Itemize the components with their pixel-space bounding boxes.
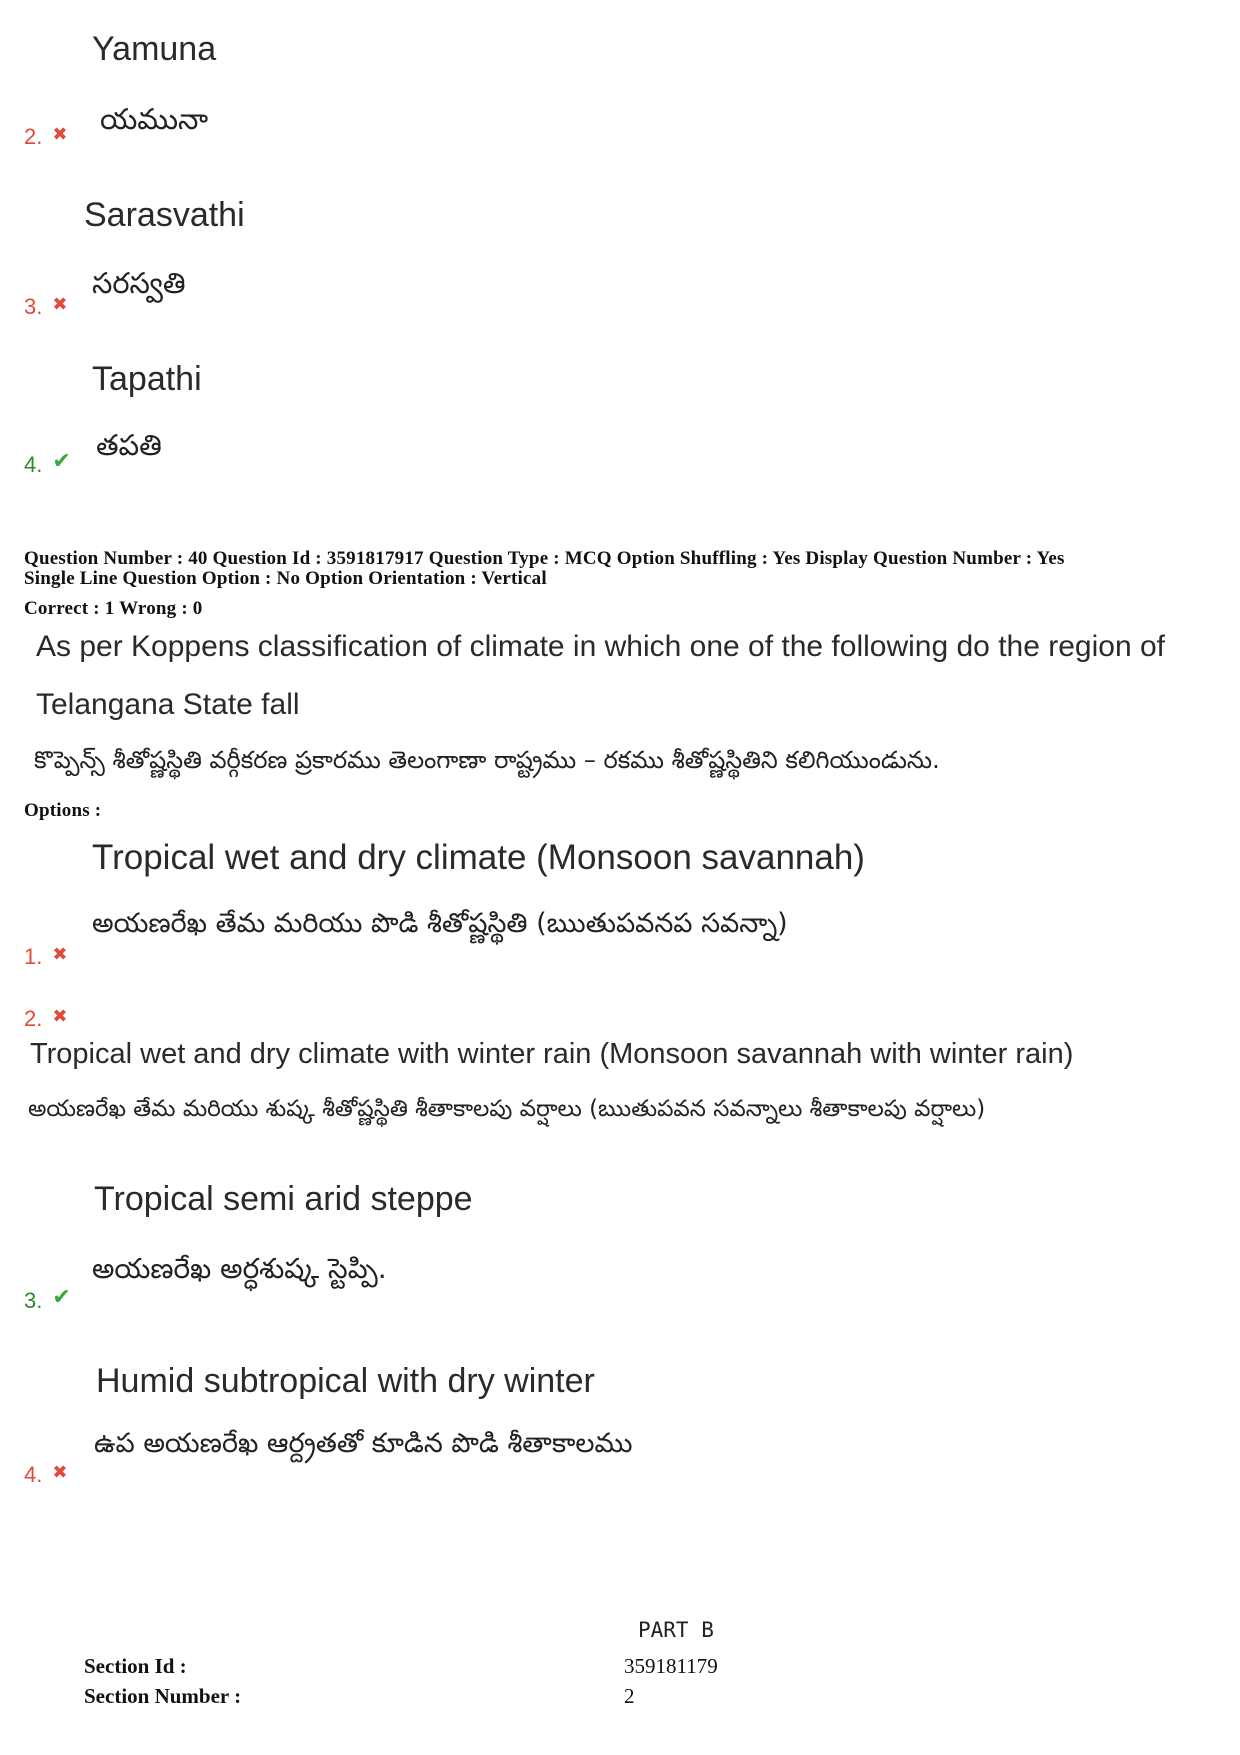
option-number: 1.: [24, 944, 43, 969]
option-1-marker: [24, 944, 67, 970]
prev-option-3-english: Sarasvathi: [84, 196, 245, 234]
prev-option-2-english: Yamuna: [92, 30, 217, 68]
prev-option-2-marker: [24, 124, 67, 150]
option-4-telugu: ఉప అయణరేఖ ఆర్ద్రతతో కూడిన పొడి శీతాకాలము: [94, 1428, 633, 1459]
prev-option-2-telugu: యమునా: [100, 102, 209, 136]
wrong-mark-icon: ✖: [52, 124, 68, 145]
option-2-telugu: అయణరేఖ తేమ మరియు శుష్క శీతోష్ణస్థితి శీతాకాలపు వర్షాలు (ఋతుపవన సవన్నాలు శీతాకాలపు వర్షాలు): [28, 1096, 986, 1122]
question-meta-line-1: Question Number : 40 Question Id : 3591817917 Question Type : MCQ Option Shuffling : Yes Display Question Number : Yes: [24, 548, 1065, 569]
section-number-label: Section Number :: [84, 1684, 242, 1708]
check-mark-icon: ✔: [52, 449, 71, 474]
wrong-mark-icon: ✖: [52, 1006, 68, 1027]
option-3-marker: [24, 1285, 71, 1314]
option-number: 3.: [24, 294, 43, 319]
wrong-mark-icon: ✖: [52, 1462, 68, 1483]
section-number-value: 2: [624, 1684, 635, 1708]
option-1-english: Tropical wet and dry climate (Monsoon savannah): [92, 838, 865, 877]
prev-option-3-telugu: సరస్వతి: [92, 266, 186, 300]
check-mark-icon: ✔: [52, 1285, 71, 1310]
option-4-english: Humid subtropical with dry winter: [96, 1362, 595, 1400]
option-number: 3.: [24, 1288, 43, 1313]
marks-line: Correct : 1 Wrong : 0: [24, 598, 203, 619]
prev-option-3-marker: [24, 294, 67, 320]
wrong-mark-icon: ✖: [52, 294, 68, 315]
option-2-marker: [24, 1006, 67, 1032]
option-number: 4.: [24, 1462, 43, 1487]
question-text-en-line-1: As per Koppens classification of climate in which one of the following do the region of: [36, 630, 1165, 663]
option-number: 2.: [24, 124, 43, 149]
section-id-label: Section Id :: [84, 1654, 187, 1678]
option-3-telugu: అయణరేఖ అర్ధశుష్క స్టెప్పి.: [92, 1252, 387, 1285]
question-text-telugu: కొప్పెన్స్ శీతోష్ణస్థితి వర్గీకరణ ప్రకారము తెలంగాణా రాష్ట్రము – రకము శీతోష్ణస్థితిని కలిగియుండును.: [34, 746, 940, 774]
option-number: 2.: [24, 1006, 43, 1031]
option-3-english: Tropical semi arid steppe: [94, 1180, 473, 1218]
section-id-value: 359181179: [624, 1654, 718, 1678]
prev-option-4-telugu: తపతి: [96, 428, 162, 462]
options-label: Options :: [24, 800, 102, 821]
part-heading: PART B: [638, 1618, 714, 1642]
question-meta-line-2: Single Line Question Option : No Option Orientation : Vertical: [24, 568, 547, 589]
option-1-telugu: అయణరేఖ తేమ మరియు పొడి శీతోష్ణస్థితి (ఋతుపవనప సవన్నా): [92, 908, 788, 939]
prev-option-4-marker: [24, 449, 71, 478]
option-number: 4.: [24, 452, 43, 477]
question-text-en-line-2: Telangana State fall: [36, 688, 300, 721]
option-2-english: Tropical wet and dry climate with winter rain (Monsoon savannah with winter rain): [30, 1038, 1074, 1070]
option-4-marker: [24, 1462, 67, 1488]
wrong-mark-icon: ✖: [52, 944, 68, 965]
prev-option-4-english: Tapathi: [92, 360, 202, 398]
